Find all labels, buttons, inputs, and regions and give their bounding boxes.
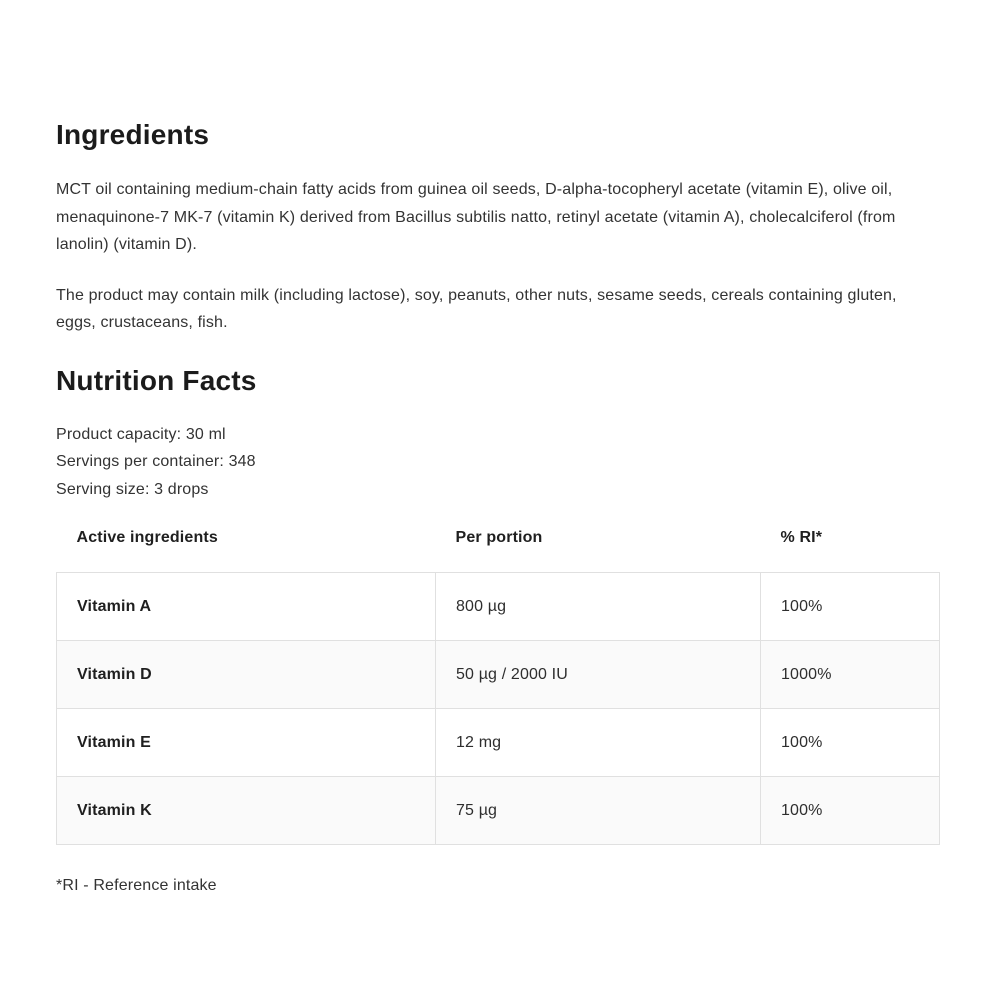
- nutrition-table: [56, 529, 940, 845]
- col-header-ri: % RI*: [780, 529, 823, 546]
- per-portion-cell: 800 µg: [436, 573, 761, 641]
- per-portion-cell: 50 µg / 2000 IU: [436, 641, 761, 709]
- vitamin-name-cell: Vitamin D: [57, 641, 436, 709]
- table-row-vitamin-e: [57, 709, 940, 777]
- product-capacity-line: Product capacity: 30 ml: [56, 425, 226, 443]
- nutrition-table-header: [57, 529, 940, 573]
- table-row-vitamin-d: [57, 641, 940, 709]
- table-row-vitamin-a: [57, 573, 940, 641]
- ri-footnote: *RI - Reference intake: [56, 877, 217, 894]
- ri-cell: 100%: [761, 777, 940, 845]
- ri-cell: 1000%: [761, 641, 940, 709]
- table-row-vitamin-k: [57, 777, 940, 845]
- ingredients-heading: Ingredients: [56, 119, 210, 150]
- ri-cell: 100%: [761, 709, 940, 777]
- allergen-paragraph: The product may contain milk (including lactose), soy, peanuts, other nuts, sesame seeds, cereals containing gluten, eggs, crustaceans, fish.: [56, 286, 897, 331]
- col-header-per-portion: Per portion: [455, 529, 543, 546]
- ri-cell: 100%: [761, 573, 940, 641]
- vitamin-name-cell: Vitamin A: [57, 573, 436, 641]
- serving-size-line: Serving size: 3 drops: [56, 480, 209, 498]
- nutrition-facts-section: [56, 364, 939, 900]
- ingredients-section: [56, 118, 939, 337]
- vitamin-name-cell: Vitamin E: [57, 709, 436, 777]
- col-header-active-ingredients: Active ingredients: [76, 529, 218, 546]
- vitamin-name-cell: Vitamin K: [57, 777, 436, 845]
- serving-details: [56, 421, 939, 504]
- per-portion-cell: 12 mg: [436, 709, 761, 777]
- per-portion-cell: 75 µg: [436, 777, 761, 845]
- ingredients-paragraph: MCT oil containing medium-chain fatty acids from guinea oil seeds, D-alpha-tocopheryl acetate (vitamin E), olive oil, menaquinone-7 MK-7 (vitamin K) derived from Bacillus subtilis natto, retinyl acetate (vitamin A), cholecalciferol (from lanolin) (vitamin D).: [56, 181, 896, 253]
- nutrition-facts-heading: Nutrition Facts: [56, 364, 257, 396]
- servings-per-container-line: Servings per container: 348: [56, 453, 256, 470]
